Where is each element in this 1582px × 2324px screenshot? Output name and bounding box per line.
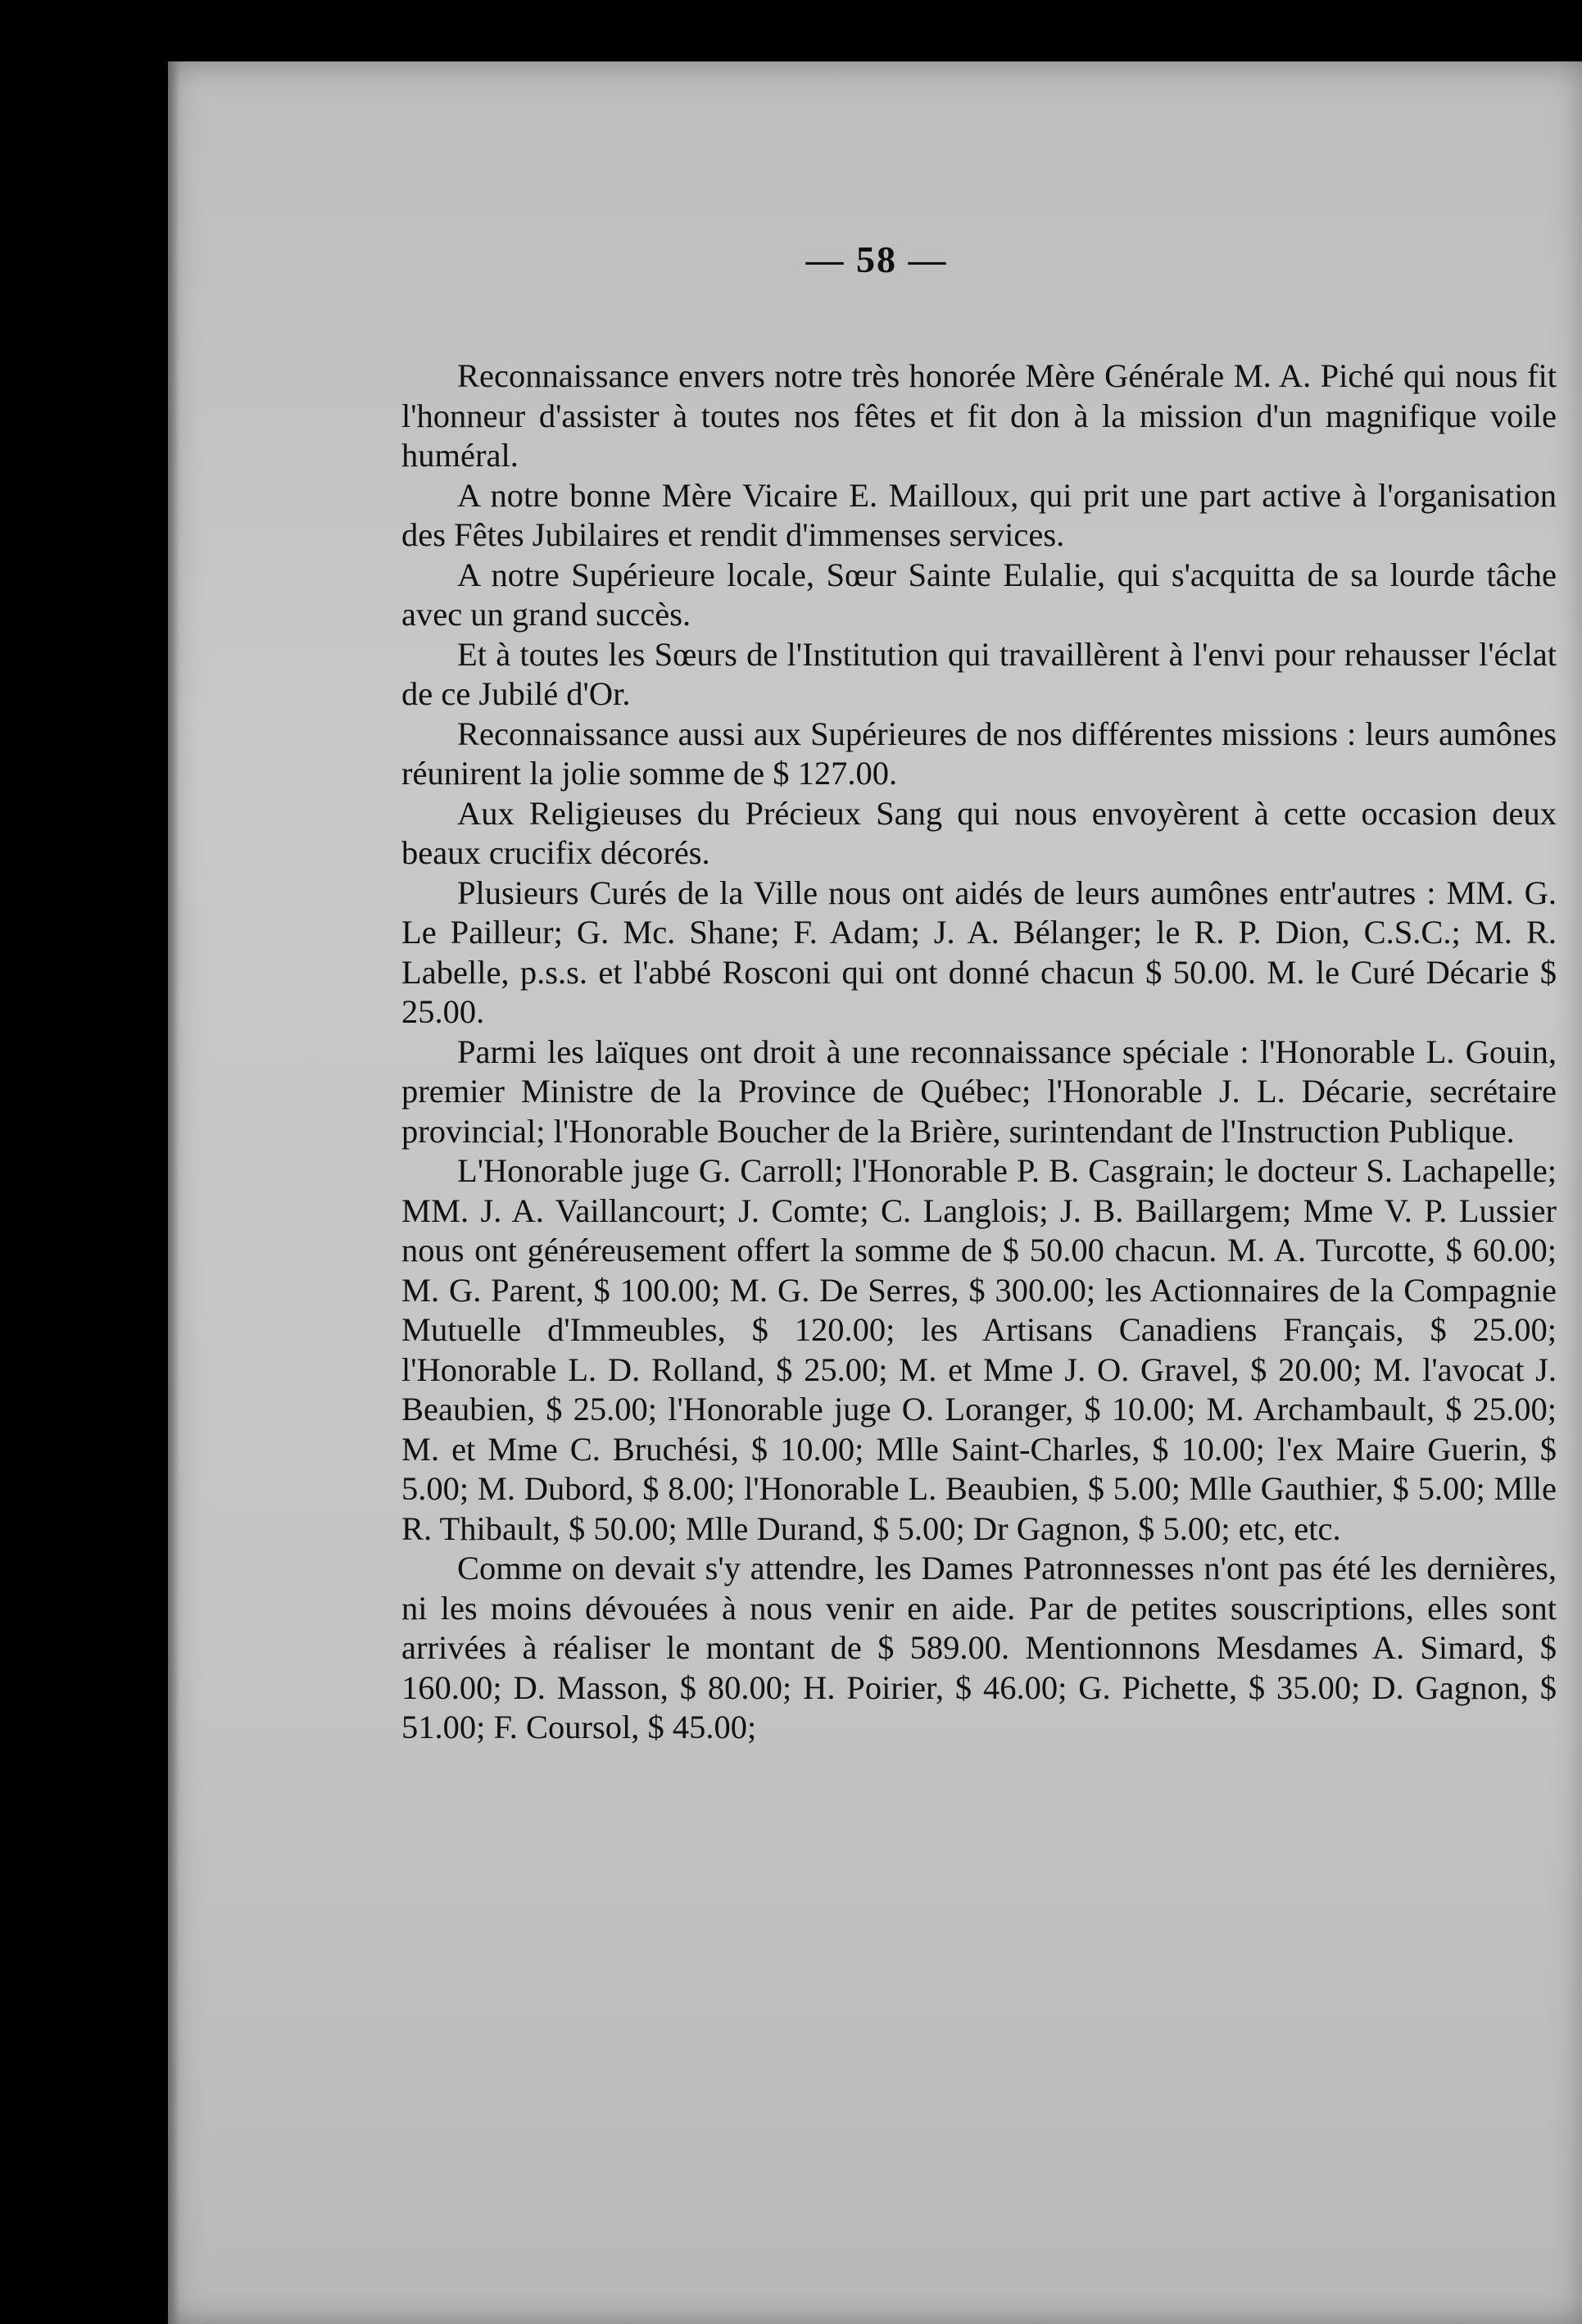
paragraph: Comme on devait s'y attendre, les Dames Patronnesses n'ont pas été les dernières, ni les moins dévouées à nous venir en aide. Par de petites souscriptions, elles sont arrivées à réaliser le montant de $ 589.00. Mentionnons Mesdames A. Simard, $ 160.00; D. Masson, $ 80.00; H. Poirier, $ 46.00; G. Pichette, $ 35.00; D. Gagnon, $ 51.00; F. Coursol, $ 45.00; — [401, 1550, 1557, 1745]
paragraph: A notre Supérieure locale, Sœur Sainte Eulalie, qui s'acquitta de sa lourde tâche avec un grand succès. — [401, 556, 1557, 633]
paragraph: Plusieurs Curés de la Ville nous ont aidés de leurs aumônes entr'autres : MM. G. Le Pailleur; G. Mc. Shane; F. Adam; J. A. Bélanger; le R. P. Dion, C.S.C.; M. R. Labelle, p.s.s. et l'abbé Rosconi qui ont donné chacun $ 50.00. M. le Curé Décarie $ 25.00. — [401, 874, 1557, 1030]
paragraph: Aux Religieuses du Précieux Sang qui nous envoyèrent à cette occasion deux beaux crucifix décorés. — [401, 794, 1557, 871]
page-number: — 58 — — [805, 238, 948, 280]
body-text — [401, 356, 1557, 1748]
paragraph: L'Honorable juge G. Carroll; l'Honorable P. B. Casgrain; le docteur S. Lachapelle; MM. J. A. Vaillancourt; J. Comte; C. Langlois; J. B. Baillargem; Mme V. P. Lussier nous ont généreusement offert la somme de $ 50.00 chacun. M. A. Turcotte, $ 60.00; M. G. Parent, $ 100.00; M. G. De Serres, $ 300.00; les Actionnaires de la Compagnie Mutuelle d'Immeubles, $ 120.00; les Artisans Canadiens Français, $ 25.00; l'Honorable L. D. Rolland, $ 25.00; M. et Mme J. O. Gravel, $ 20.00; M. l'avocat J. Beaubien, $ 25.00; l'Honorable juge O. Loranger, $ 10.00; M. Archambault, $ 25.00; M. et Mme C. Bruchési, $ 10.00; Mlle Saint-Charles, $ 10.00; l'ex Maire Guerin, $ 5.00; M. Dubord, $ 8.00; l'Honorable L. Beaubien, $ 5.00; Mlle Gauthier, $ 5.00; Mlle R. Thibault, $ 50.00; Mlle Durand, $ 5.00; Dr Gagnon, $ 5.00; etc, etc. — [401, 1152, 1557, 1547]
paragraph: Reconnaissance envers notre très honorée Mère Générale M. A. Piché qui nous fit l'honneur d'assister à toutes nos fêtes et fit don à la mission d'un magnifique voile huméral. — [401, 357, 1557, 474]
paragraph: A notre bonne Mère Vicaire E. Mailloux, qui prit une part active à l'organisation des Fêtes Jubilaires et rendit d'immenses services. — [401, 476, 1557, 553]
paragraph: Parmi les laïques ont droit à une reconnaissance spéciale : l'Honorable L. Gouin, premier Ministre de la Province de Québec; l'Honorable J. L. Décarie, secrétaire provincial; l'Honorable Boucher de la Brière, surintendant de l'Instruction Publique. — [401, 1033, 1557, 1150]
book-page — [168, 61, 1582, 2324]
paragraph: Et à toutes les Sœurs de l'Institution qui travaillèrent à l'envi pour rehausser l'éclat de ce Jubilé d'Or. — [401, 635, 1557, 712]
paragraph: Reconnaissance aussi aux Supérieures de nos différentes missions : leurs aumônes réunirent la jolie somme de $ 127.00. — [401, 715, 1557, 792]
